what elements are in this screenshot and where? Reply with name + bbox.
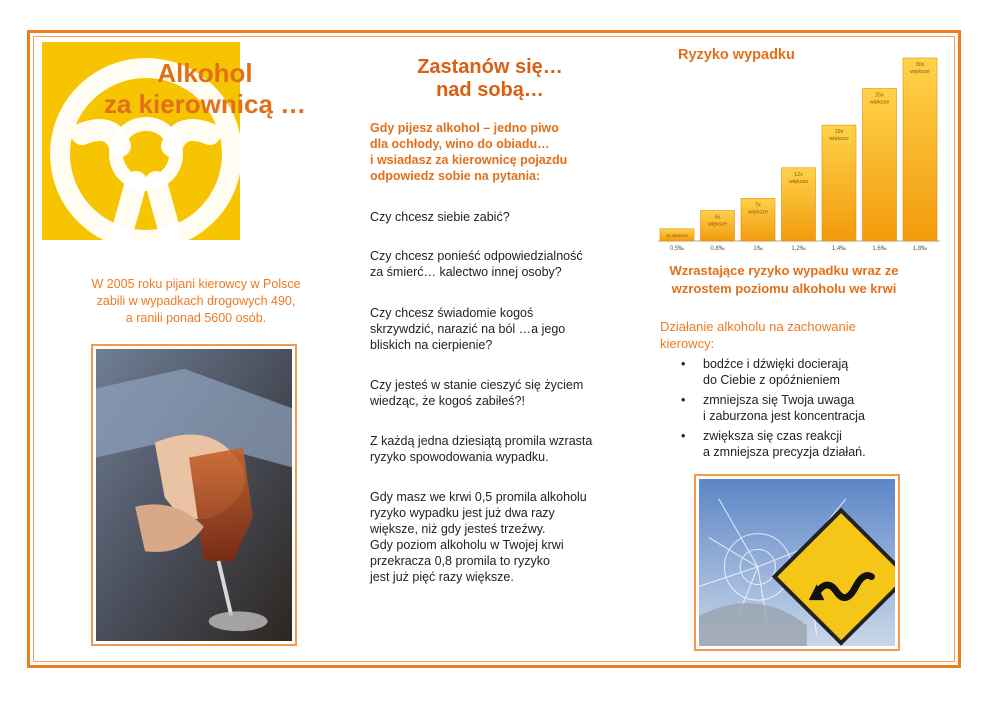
paragraph-line: Czy chcesz ponieść odpowiedzialność [370, 249, 583, 263]
road-sign-photo-icon [699, 479, 895, 646]
intro-line: odpowiedz sobie na pytania: [370, 169, 541, 183]
stat-line: a ranili ponad 5600 osób. [125, 311, 267, 325]
question-4 [370, 377, 660, 409]
middle-title-line1: Zastanów się… [417, 56, 563, 78]
paragraph-line: Czy chcesz siebie zabić? [370, 210, 510, 224]
risk-chart [656, 52, 942, 264]
effects-title [660, 318, 920, 352]
intro-line: Gdy pijesz alkohol – jedno piwo [370, 121, 559, 135]
main-title-line1: Alkohol [157, 58, 253, 88]
statistics-text [86, 276, 306, 327]
effects-list [663, 356, 913, 464]
x-tick-label: 1,4‰ [831, 246, 847, 252]
paragraph-line: wiedząc, że kogoś zabiłeś?! [370, 394, 525, 408]
chart-caption [655, 262, 913, 298]
chart-bar [822, 125, 856, 241]
bar-data-label: większe [869, 99, 890, 106]
bar-data-label: większe [788, 178, 809, 185]
list-item-line: bodźce i dźwięki docierają [703, 357, 849, 371]
photo-broken-glass-road-sign [694, 474, 900, 651]
paragraph-line: Czy chcesz świadomie kogoś [370, 306, 534, 320]
paragraph-line: bliskich na cierpienie? [370, 338, 493, 352]
paragraph-line: większe, niż gdy jesteś trzeźwy. [370, 522, 546, 536]
risk-chart-svg [656, 52, 942, 264]
question-3 [370, 305, 660, 353]
bar-data-label: większe [748, 209, 768, 216]
paragraph-line: za śmierć… kalectwo innej osoby? [370, 265, 562, 279]
bar-data-label: 12x [794, 171, 803, 178]
stat-line: W 2005 roku pijani kierowcy w Polsce [91, 277, 301, 291]
x-tick-label: 0,5‰ [669, 246, 685, 252]
x-tick-label: 0,8‰ [710, 246, 725, 252]
wine-glass-photo-icon [96, 349, 292, 641]
question-1 [370, 209, 660, 225]
list-item [663, 428, 913, 460]
chart-bar [863, 89, 897, 242]
paragraph-line: skrzywdzić, narazić na ból …a jego [370, 322, 566, 336]
effects-title-line: kierowcy: [660, 336, 715, 351]
paragraph-risk-increase [370, 433, 660, 465]
list-item-line: do Ciebie z opóźnieniem [703, 373, 840, 387]
middle-title-line2: nad sobą… [436, 79, 544, 101]
bar-data-label: większe [707, 221, 728, 228]
bar-data-label: większe [829, 136, 849, 143]
list-item-line: a zmniejsza precyzja działań. [703, 445, 866, 459]
bar-data-label: 30x [915, 62, 925, 68]
list-item [663, 392, 913, 424]
paragraph-line: przekracza 0,8 promila to ryzyko [370, 554, 550, 568]
main-title [70, 58, 340, 120]
list-item-line: zwiększa się czas reakcji [703, 429, 842, 443]
photo-hand-with-wine-glass [91, 344, 297, 646]
bullet-icon: • [681, 357, 686, 371]
list-item-line: zmniejsza się Twoja uwaga [703, 393, 855, 407]
caption-line: Wzrastające ryzyko wypadku wraz ze [669, 263, 899, 278]
x-tick-label: 1‰ [753, 246, 763, 252]
stat-line: zabili w wypadkach drogowych 490, [96, 294, 296, 308]
list-item [663, 356, 913, 388]
chart-bar [903, 58, 937, 241]
list-item-line: i zaburzona jest koncentracja [703, 409, 865, 423]
middle-intro [370, 120, 640, 184]
paragraph-line: Z każdą jedna dziesiątą promila wzrasta [370, 434, 593, 448]
paragraph-line: Czy jesteś w stanie cieszyć się życiem [370, 378, 584, 392]
bullet-icon: • [681, 429, 686, 443]
bar-data-label: 25x [875, 92, 884, 99]
paragraph-line: jest już pięć razy większe. [370, 570, 514, 584]
bar-data-label: 2x większe [665, 232, 689, 238]
paragraph-line: ryzyko wypadku jest już dwa razy [370, 506, 555, 520]
bar-data-label: 5x [714, 214, 721, 221]
paragraph-promile [370, 489, 660, 585]
intro-line: i wsiadasz za kierownicę pojazdu [370, 153, 568, 167]
middle-title [370, 56, 610, 102]
chart-title: Ryzyko wypadku [678, 47, 795, 63]
paragraph-line: Gdy masz we krwi 0,5 promila alkoholu [370, 490, 587, 504]
x-tick-label: 1,8‰ [912, 246, 928, 252]
bar-data-label: 7x [755, 202, 761, 209]
x-tick-label: 1,6‰ [872, 246, 887, 252]
effects-title-line: Działanie alkoholu na zachowanie [660, 319, 856, 334]
bullet-icon: • [681, 393, 686, 407]
intro-line: dla ochłody, wino do obiadu… [370, 137, 550, 151]
bar-data-label: większe [910, 69, 930, 75]
bar-data-label: 19x [834, 129, 844, 136]
x-tick-label: 1,2‰ [791, 246, 806, 252]
paragraph-line: ryzyko spowodowania wypadku. [370, 450, 549, 464]
paragraph-line: Gdy poziom alkoholu w Twojej krwi [370, 538, 564, 552]
question-2 [370, 248, 660, 280]
caption-line: wzrostem poziomu alkoholu we krwi [671, 281, 897, 296]
main-title-line2: za kierownicą … [103, 89, 307, 119]
